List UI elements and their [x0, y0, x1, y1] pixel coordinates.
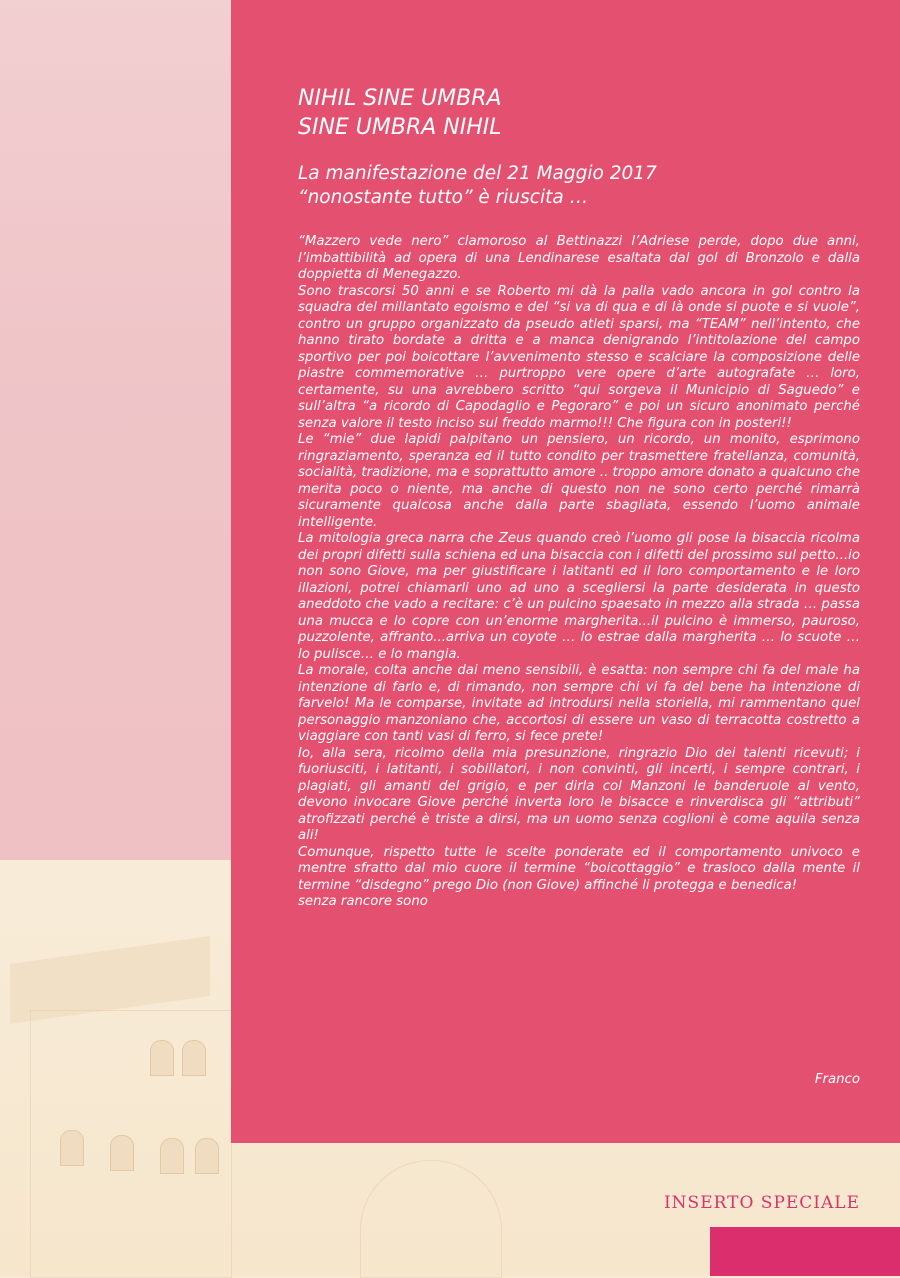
signature: Franco — [814, 1072, 860, 1087]
paragraph-4: La mitologia greca narra che Zeus quando creò l’uomo gli pose la bisaccia ricolma dei propri difetti sulla schiena ed una bisaccia con i difetti del prossimo sul petto...io non sono Giove, ma per giustificare i latitanti ed il loro comportamento e le loro illazioni, potrei chiamarli uno ad uno a scegliersi la parte desiderata in questo aneddoto che vado a recitare: c’è un pulcino spaesato in mezzo alla strada … passa una mucca e lo copre con un’enorme margherita...il pulcino è immerso, pauroso, puzzolente, affranto...arriva un coyote … lo estrae dalla margherita … lo scuote … lo pulisce… e lo mangia. — [298, 531, 860, 662]
subtitle-line-2: “nonostante tutto” è riuscita … — [298, 187, 589, 208]
section-label: INSERTO SPECIALE — [663, 1193, 860, 1213]
subtitle — [298, 162, 858, 210]
title-line-2: SINE UMBRA NIHIL — [298, 115, 502, 140]
paragraph-5: La morale, colta anche dai meno sensibili, è esatta: non sempre chi fa del male ha intenzione di farlo e, di rimando, non sempre chi vi fa del bene ha intenzione di farvelo! Ma le comparse, invitate ad introdursi nella storiella, mi rammentano quel personaggio manzoniano che, accortosi di essere un vaso di terracotta costretto a viaggiare con tanti vasi di ferro, si fece prete! — [298, 663, 860, 744]
title-line-1: NIHIL SINE UMBRA — [298, 86, 502, 111]
page-title — [298, 84, 858, 142]
paragraph-6: Io, alla sera, ricolmo della mia presunzione, ringrazio Dio dei talenti ricevuti; i fuoriusciti, i latitanti, i sobillatori, i non convinti, gli incerti, i sempre contrari, i plagiati, gli amanti del grigio, e per dirla col Manzoni le banderuole al vento, devono invocare Giove perché inverta loro le bisacce e rinverdisca gli “attributi” atrofizzati perché è triste a dirsi, ma un uomo senza coglioni è come aquila senza ali! — [298, 745, 860, 843]
background-left-pink — [0, 0, 231, 860]
paragraph-3: Le “mie” due lapidi palpitano un pensiero, un ricordo, un monito, esprimono ringraziamento, speranza ed il tutto condito per trasmettere fratellanza, comunità, socialità, tradizione, ma e soprattutto amore .. troppo amore donato a qualcuno che merita poco o niente, ma anche di questo non ne sono certo perché rimarrà sicuramente qualcosa anche dalla parte sbagliata, essendo l’uomo animale intelligente. — [298, 432, 860, 530]
paragraph-8: senza rancore sono — [298, 894, 428, 909]
paragraph-7: Comunque, rispetto tutte le scelte ponderate ed il comportamento univoco e mentre sfratto dal mio cuore il termine “boicottaggio” e trasloco dalla mente il termine “disdegno” prego Dio (non Giove) affinché li protegga e benedica! — [298, 844, 860, 893]
subtitle-line-1: La manifestazione del 21 Maggio 2017 — [298, 163, 657, 184]
paragraph-1: “Mazzero vede nero” clamoroso al Bettinazzi l’Adriese perde, dopo due anni, l’imbattibilità ad opera di una Lendinarese esaltata dal gol di Bronzolo e dalla doppietta di Menegazzo. — [298, 234, 860, 282]
paragraph-2: Sono trascorsi 50 anni e se Roberto mi dà la palla vado ancora in gol contro la squadra del millantato egoismo e del “si va di qua e di là onde si puote e si vuole”, contro un gruppo organizzato da pseudo atleti sparsi, ma “TEAM” nell’intento, che hanno tirato bordate a dritta e a manca denigrando l’intitolazione del campo sportivo per poi boicottare l’avvenimento stesso e scalciare la composizione delle piastre commemorative … purtroppo vere opere d’arte autografate … loro, certamente, su una avrebbero scritto “qui sorgeva il Municipio di Saguedo” e sull’altra “a ricordo di Capodaglio e Pegoraro” e poi un sicuro anonimato perché senza valore il testo inciso sul freddo marmo!!! Che figura con in posteri!! — [298, 283, 860, 431]
corner-accent-bar — [710, 1227, 900, 1276]
article-body — [298, 234, 860, 911]
